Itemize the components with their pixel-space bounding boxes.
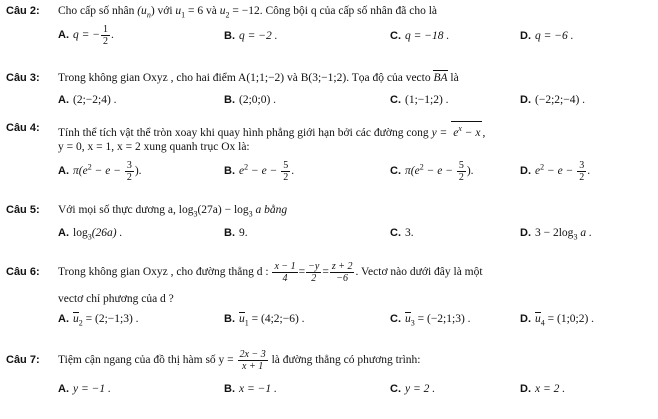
option-c[interactable]: C. q = −18 . [390, 30, 450, 42]
option-d[interactable]: D. q = −6 . [520, 30, 574, 42]
vector-symbol: u [73, 313, 79, 325]
option-b[interactable]: B. $e^2 - e$ − $\frac{5}{2}$ . [224, 160, 295, 183]
fraction: $\frac{5}{2}$ [458, 160, 464, 183]
vector-symbol: u [405, 313, 411, 325]
question-label: Câu 6: [6, 266, 40, 278]
option-c[interactable]: C. y = 2 . [390, 383, 436, 395]
option-b[interactable]: B. $u_1$ = (4;2;−6) . [224, 313, 305, 328]
vector-symbol: u [535, 313, 541, 325]
question-label: Câu 3: [6, 72, 40, 84]
option-b[interactable]: B. (2;0;0) . [224, 94, 277, 106]
fraction: $\frac{-y}{2}$ [308, 260, 320, 284]
vector-symbol: BA [433, 72, 448, 84]
fraction: $\frac{2x - 3}{x + 1}$ [239, 348, 266, 372]
square-root: $e^x - x$ [451, 121, 482, 140]
option-a[interactable]: A. y = −1 . [58, 383, 111, 395]
option-d[interactable]: D. $3 - 2\log_3$ a . [520, 227, 592, 242]
fraction: $\frac{3}{2}$ [126, 160, 132, 183]
question-label: Câu 4: [6, 122, 40, 134]
option-b[interactable]: B. 9. [224, 227, 248, 239]
option-a[interactable]: A. q = − $\frac{1}{2}$ . [58, 24, 114, 47]
option-b[interactable]: B. q = −2 . [224, 30, 278, 42]
question-label: Câu 2: [6, 5, 40, 17]
fraction: $\frac{3}{2}$ [579, 160, 585, 183]
vector-symbol: u [239, 313, 245, 325]
option-a[interactable]: A. (2;−2;4) . [58, 94, 117, 106]
option-d[interactable]: D. (−2;2;−4) . [520, 94, 586, 106]
question-stem: Cho cấp số nhân $(u_n)$ với $u_1 = 6$ và $u_2 = -12$. Công bội q của cấp số nhân đã cho là [58, 5, 438, 20]
option-a[interactable]: A. $\pi(e^2 - e$ − $\frac{3}{2}$ ). [58, 160, 142, 183]
question-stem: Trong không gian Oxyz , cho đường thẳng d : $\frac{x - 1}{4}$ = $\frac{-y}{2}$ = $\frac{z + 2}{-6}$ . Vectơ nào dưới đây là một [58, 260, 483, 284]
question-stem: Trong không gian Oxyz , cho hai điểm A(1;1;−2) và B(3;−1;2). Tọa độ của vecto BA là [58, 72, 459, 84]
option-a[interactable]: A. $u_2$ = (2;−1;3) . [58, 313, 139, 328]
question-stem: Tính thể tích vật thể tròn xoay khi quay hình phẳng giới hạn bởi các đường cong $y = e^x - x$ , [58, 121, 485, 140]
option-c[interactable]: C. $u_3$ = (−2;1;3) . [390, 313, 471, 328]
question-stem-line2: vectơ chỉ phương của d ? [58, 293, 174, 305]
option-a[interactable]: A. $\log_3(26a)$ . [58, 227, 123, 242]
question-stem: Tiệm cận ngang của đồ thị hàm số y = $\frac{2x - 3}{x + 1}$ là đường thẳng có phương trình: [58, 348, 421, 372]
option-b[interactable]: B. x = −1 . [224, 383, 277, 395]
fraction: $\frac{z + 2}{-6}$ [331, 260, 353, 284]
option-c[interactable]: C. (1;−1;2) . [390, 94, 449, 106]
option-c[interactable]: C. 3. [390, 227, 414, 239]
question-label: Câu 7: [6, 354, 40, 366]
fraction: $\frac{1}{2}$ [103, 24, 109, 47]
option-d[interactable]: D. $u_4$ = (1;0;2) . [520, 313, 595, 328]
question-stem-line2: y = 0, x = 1, x = 2 xung quanh trục Ox là: [58, 141, 250, 153]
option-c[interactable]: C. $\pi(e^2 - e$ − $\frac{5}{2}$ ). [390, 160, 474, 183]
question-stem: Với mọi số thực dương a, $\log_3(27a) - \log_3 a$ bằng [58, 204, 288, 219]
fraction: $\frac{5}{2}$ [283, 160, 289, 183]
fraction: $\frac{x - 1}{4}$ [274, 260, 296, 284]
option-d[interactable]: D. $e^2 - e$ − $\frac{3}{2}$ . [520, 160, 591, 183]
option-d[interactable]: D. x = 2 . [520, 383, 566, 395]
question-label: Câu 5: [6, 204, 40, 216]
